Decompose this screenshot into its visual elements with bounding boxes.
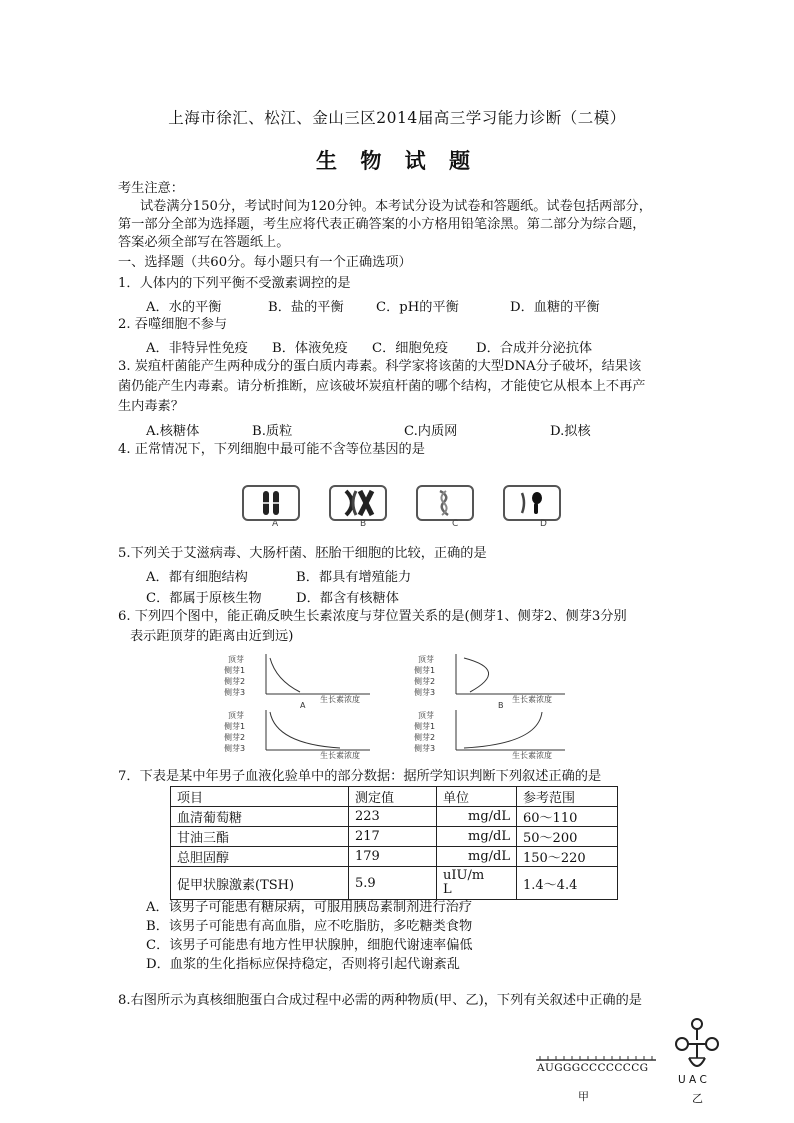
chromosome-c-drawing xyxy=(418,487,472,519)
graph-a-ylabel-0: 顶芽 xyxy=(228,655,244,664)
q7-option-a: A．该男子可能患有糖尿病，可服用胰岛素制剂进行治疗 xyxy=(146,900,473,915)
table-header-value: 测定值 xyxy=(349,787,437,807)
graph-c-ylabel-1: 侧芽1 xyxy=(224,722,246,731)
blood-test-table xyxy=(170,786,618,900)
q7-option-d: D．血浆的生化指标应保持稳定，否则将引起代谢紊乱 xyxy=(146,957,460,972)
q2-option-b: B．体液免疫 xyxy=(272,341,348,356)
q2-option-a: A．非特异性免疫 xyxy=(146,341,248,356)
q3-option-a: A.核糖体 xyxy=(146,424,200,439)
table-row xyxy=(171,867,618,900)
table-row xyxy=(171,827,618,847)
graph-a-letter: A xyxy=(300,701,306,710)
q1-option-c: C．pH的平衡 xyxy=(376,300,459,315)
table-cell: 甘油三酯 xyxy=(171,827,349,847)
q1-option-d: D．血糖的平衡 xyxy=(510,300,600,315)
subject-title: 生 物 试 题 xyxy=(316,148,478,173)
chromosome-label-d: D xyxy=(540,519,547,529)
q3-option-b: B.质粒 xyxy=(252,424,293,439)
section-heading: 一、选择题（共60分。每小题只有一个正确选项） xyxy=(118,255,412,270)
q3-line-1: 3. 炭疽杆菌能产生两种成分的蛋白质内毒素。科学家将该菌的大型DNA分子破坏，结果该 xyxy=(118,359,642,374)
graph-d-ylabel-2: 侧芽2 xyxy=(414,733,436,742)
trna-molecule xyxy=(672,1018,722,1082)
q6-graphs xyxy=(220,650,590,760)
table-header-unit: 单位 xyxy=(437,787,517,807)
graph-d-ylabel-0: 顶芽 xyxy=(418,711,434,720)
q1-option-b: B．盐的平衡 xyxy=(268,300,344,315)
graph-a xyxy=(224,654,370,710)
graph-d xyxy=(414,710,565,760)
notice-line-2: 第一部分全部为选择题，考生应将代表正确答案的小方格用铅笔涂黑。第二部分为综合题， xyxy=(118,217,646,232)
table-header-row xyxy=(171,787,618,807)
table-cell: mg/dL xyxy=(437,847,517,867)
q3-option-d: D.拟核 xyxy=(550,424,591,439)
graph-b-ylabel-2: 侧芽2 xyxy=(414,677,436,686)
q5-option-c: C．都属于原核生物 xyxy=(146,591,262,606)
mrna-sequence: AUGGGCCCCCCCG xyxy=(537,1062,649,1074)
q1-option-a: A．水的平衡 xyxy=(146,300,222,315)
notice-heading: 考生注意： xyxy=(118,181,184,196)
q5-option-b: B．都具有增殖能力 xyxy=(296,570,412,585)
table-cell: mg/dL xyxy=(437,807,517,827)
q5-option-a: A．都有细胞结构 xyxy=(146,570,248,585)
q5-option-d: D．都含有核糖体 xyxy=(296,591,399,606)
table-cell: 促甲状腺激素(TSH) xyxy=(171,867,349,900)
graph-a-ylabel-3: 侧芽3 xyxy=(224,688,246,697)
chromosome-box-a xyxy=(242,485,300,521)
graph-b-ylabel-1: 侧芽1 xyxy=(414,666,436,675)
graph-d-ylabel-1: 侧芽1 xyxy=(414,722,436,731)
graph-a-xlabel: 生长素浓度 xyxy=(320,695,360,704)
table-cell: 总胆固醇 xyxy=(171,847,349,867)
page-title: 上海市徐汇、松江、金山三区2014届高三学习能力诊断（二模） xyxy=(168,109,626,127)
q7-option-b: B．该男子可能患有高血脂，应不吃脂肪，多吃糖类食物 xyxy=(146,919,473,934)
q6-line-1: 6. 下列四个图中，能正确反映生长素浓度与芽位置关系的是(侧芽1、侧芽2、侧芽3分别 xyxy=(118,609,627,624)
table-cell: 150～220 xyxy=(517,847,618,867)
table-row xyxy=(171,847,618,867)
table-cell: 1.4～4.4 xyxy=(517,867,618,900)
table-cell: 5.9 xyxy=(349,867,437,900)
graph-d-ylabel-3: 侧芽3 xyxy=(414,744,436,753)
graph-a-ylabel-2: 侧芽2 xyxy=(224,677,246,686)
graph-b-letter: B xyxy=(498,701,504,710)
q3-option-c: C.内质网 xyxy=(404,424,458,439)
table-cell: uIU/m L xyxy=(437,867,517,900)
table-row xyxy=(171,807,618,827)
chromosome-label-b: B xyxy=(360,519,367,529)
graph-c xyxy=(224,710,370,760)
q5-stem: 5.下列关于艾滋病毒、大肠杆菌、胚胎干细胞的比较，正确的是 xyxy=(118,546,487,561)
q3-line-3: 生内毒素？ xyxy=(118,399,184,414)
graph-a-ylabel-1: 侧芽1 xyxy=(224,666,246,675)
label-jia: 甲 xyxy=(578,1090,589,1103)
table-cell: 217 xyxy=(349,827,437,847)
graph-c-ylabel-2: 侧芽2 xyxy=(224,733,246,742)
graph-b-ylabel-0: 顶芽 xyxy=(418,655,434,664)
graph-d-xlabel: 生长素浓度 xyxy=(512,751,552,760)
graph-c-xlabel: 生长素浓度 xyxy=(320,751,360,760)
graph-c-ylabel-3: 侧芽3 xyxy=(224,744,246,753)
table-cell: mg/dL xyxy=(437,827,517,847)
q1-stem: 1．人体内的下列平衡不受激素调控的是 xyxy=(118,276,351,291)
q7-option-c: C．该男子可能患有地方性甲状腺肿，细胞代谢速率偏低 xyxy=(146,938,473,953)
table-header-item: 项目 xyxy=(171,787,349,807)
notice-line-1: 试卷满分150分，考试时间为120分钟。本考试分设为试卷和答题纸。试卷包括两部分， xyxy=(140,199,652,214)
chromosome-d-drawing xyxy=(505,487,559,519)
q7-stem: 7．下表是某中年男子血液化验单中的部分数据：据所学知识判断下列叙述正确的是 xyxy=(118,769,602,784)
chromosome-box-b xyxy=(329,485,387,521)
table-header-range: 参考范围 xyxy=(517,787,618,807)
graph-b xyxy=(414,654,565,710)
q2-stem: 2. 吞噬细胞不参与 xyxy=(118,317,228,332)
chromosome-box-d xyxy=(503,485,561,521)
anticodon: U A C xyxy=(678,1074,707,1086)
chromosome-b-drawing xyxy=(331,487,385,519)
table-cell: 血清葡萄糖 xyxy=(171,807,349,827)
table-cell: 223 xyxy=(349,807,437,827)
q6-line-2: 表示距顶芽的距离由近到远) xyxy=(130,629,294,644)
q8-stem: 8.右图所示为真核细胞蛋白合成过程中必需的两种物质(甲、乙)，下列有关叙述中正确的是 xyxy=(118,993,642,1008)
chromosome-label-c: C xyxy=(452,519,459,529)
chromosome-box-c xyxy=(416,485,474,521)
q2-option-d: D．合成并分泌抗体 xyxy=(476,341,593,356)
notice-line-3: 答案必须全部写在答题纸上。 xyxy=(118,235,290,250)
q3-line-2: 菌仍能产生内毒素。请分析推断，应该破坏炭疽杆菌的哪个结构，才能使它从根本上不再产 xyxy=(118,379,646,394)
chromosome-a-drawing xyxy=(244,487,298,519)
chromosome-label-a: A xyxy=(272,519,279,529)
q2-option-c: C．细胞免疫 xyxy=(372,341,449,356)
graph-b-ylabel-3: 侧芽3 xyxy=(414,688,436,697)
table-cell: 50～200 xyxy=(517,827,618,847)
label-yi: 乙 xyxy=(692,1092,703,1105)
table-cell: 60～110 xyxy=(517,807,618,827)
graph-b-xlabel: 生长素浓度 xyxy=(512,695,552,704)
q4-stem: 4. 正常情况下，下列细胞中最可能不含等位基因的是 xyxy=(118,442,425,457)
table-cell: 179 xyxy=(349,847,437,867)
graph-c-ylabel-0: 顶芽 xyxy=(228,711,244,720)
